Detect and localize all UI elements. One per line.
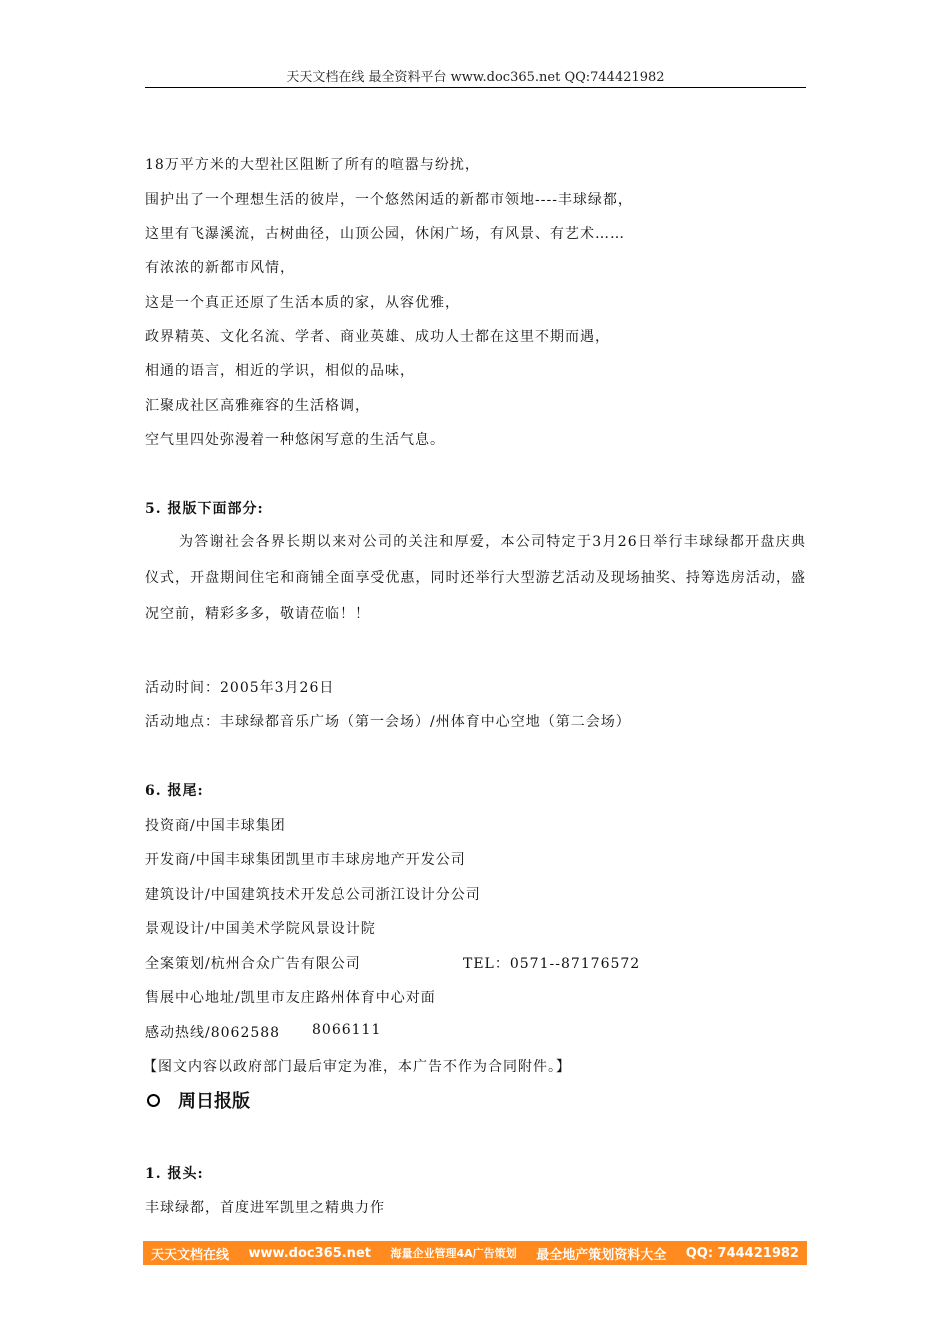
sunday-item-heading: 1. 报头: [145,1166,204,1182]
banner-site: 天天文档在线 [151,1247,230,1263]
section6-heading: 6. 报尾: [145,783,204,799]
hotline-line [145,1022,382,1042]
banner-tagline-1: 海量企业管理4A广告策划 [390,1247,517,1260]
landscape-line: 景观设计/中国美术学院风景设计院 [145,921,376,937]
circle-bullet-icon [147,1094,160,1107]
page-header: 天天文档在线 最全资料平台 www.doc365.net QQ:744421982 [286,70,665,85]
hotline-primary: 感动热线/8062588 [145,1025,281,1041]
planning-tel: TEL：0571--87176572 [463,956,641,972]
intro-line: 这是一个真正还原了生活本质的家，从容优雅， [145,295,460,311]
event-place: 活动地点：丰球绿都音乐广场（第一会场）/州体育中心空地（第二会场） [145,714,631,730]
developer-line: 开发商/中国丰球集团凯里市丰球房地产开发公司 [145,852,466,868]
banner-tagline-2: 最全地产策划资料大全 [536,1247,667,1263]
sunday-section-heading [145,1087,250,1113]
sales-address-line: 售展中心地址/凯里市友庄路州体育中心对面 [145,990,436,1006]
intro-line: 这里有飞瀑溪流，古树曲径，山顶公园，休闲广场，有风景、有艺术…… [145,226,625,242]
architecture-line: 建筑设计/中国建筑技术开发总公司浙江设计分公司 [145,887,481,903]
planning-company: 全案策划/杭州合众广告有限公司 [145,956,361,972]
sunday-item-text: 丰球绿都，首度进军凯里之精典力作 [145,1200,385,1216]
footer-banner [143,1241,807,1265]
disclaimer: 【图文内容以政府部门最后审定为准，本广告不作为合同附件。】 [143,1059,571,1075]
intro-line: 18万平方米的大型社区阻断了所有的喧嚣与纷扰， [145,157,480,173]
banner-url[interactable]: www.doc365.net [248,1245,371,1261]
event-time: 活动时间：2005年3月26日 [145,680,335,696]
intro-line: 汇聚成社区高雅雍容的生活格调， [145,398,370,414]
intro-line: 有浓浓的新都市风情， [145,260,295,276]
planning-line [145,953,641,973]
section5-paragraph: 为答谢社会各界长期以来对公司的关注和厚爱，本公司特定于3月26日举行丰球绿都开盘庆典仪式，开盘期间住宅和商铺全面享受优惠，同时还举行大型游艺活动及现场抽奖、持筹选房活动，盛况空前，精彩多多，敬请莅临！！ [145,534,806,622]
intro-line: 围护出了一个理想生活的彼岸，一个悠然闲适的新都市领地----丰球绿都， [145,192,633,208]
intro-line: 政界精英、文化名流、学者、商业英雄、成功人士都在这里不期而遇， [145,329,610,345]
hotline-secondary: 8066111 [312,1022,382,1038]
sunday-heading-label: 周日报版 [178,1091,250,1112]
header-divider [145,87,806,88]
banner-qq: QQ: 744421982 [685,1245,799,1261]
investor-line: 投资商/中国丰球集团 [145,818,286,834]
intro-line: 空气里四处弥漫着一种悠闲写意的生活气息。 [145,432,445,448]
section5-heading: 5. 报版下面部分: [145,501,264,517]
intro-line: 相通的语言，相近的学识，相似的品味， [145,363,415,379]
